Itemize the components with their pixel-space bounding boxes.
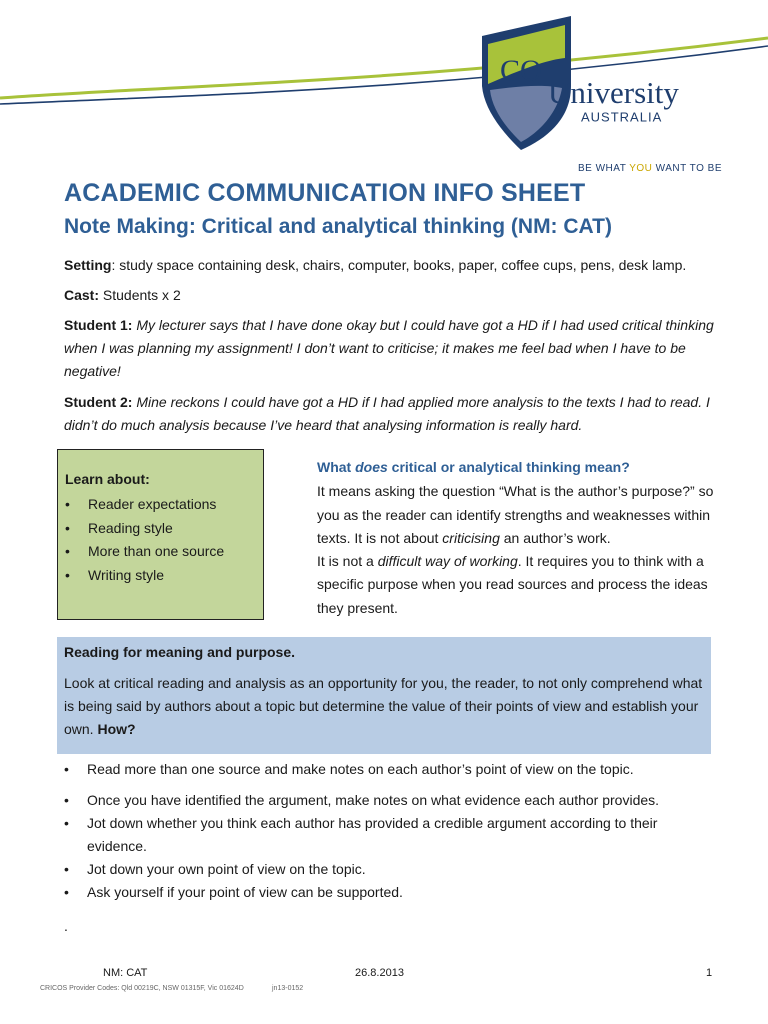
cast-text: Students x 2 xyxy=(99,287,181,303)
step-item: • Read more than one source and make notes on each author’s point of view on the topic. xyxy=(64,758,714,781)
logo-tagline: BE WHAT YOU WANT TO BE xyxy=(578,163,722,174)
footer-cricos: CRICOS Provider Codes: Qld 00219C, NSW 01315F, Vic 01624D xyxy=(40,985,244,992)
learn-about-item: • Reader expectations xyxy=(65,493,224,517)
step-item: • Jot down your own point of view on the topic. xyxy=(64,858,714,881)
setting-label: Setting xyxy=(64,257,112,273)
step-item: • Jot down whether you think each author has provided a credible argument according to their evidence. xyxy=(64,812,714,858)
logo-university: University xyxy=(548,75,679,110)
footer-code: NM: CAT xyxy=(103,967,148,979)
logo-cq: CQ xyxy=(500,54,542,87)
cast-label: Cast: xyxy=(64,287,100,303)
learn-about-list xyxy=(65,493,224,588)
header-logo-graphic xyxy=(0,0,768,180)
reading-purpose-title: Reading for meaning and purpose. xyxy=(64,644,296,660)
step-item: • Once you have identified the argument, make notes on what evidence each author provides. xyxy=(64,789,714,812)
student2-text: Mine reckons I could have got a HD if I had applied more analysis to the texts I had to read. I didn’t do much analysis because I’ve heard that analysing information is really hard. xyxy=(64,394,710,433)
trailing-dot: . xyxy=(64,918,68,934)
how-label: How? xyxy=(97,721,136,737)
student2-label: Student 2: xyxy=(64,394,133,410)
footer-ref: jn13-0152 xyxy=(272,985,304,992)
cast-line xyxy=(64,284,714,307)
logo-australia: AUSTRALIA xyxy=(581,109,663,125)
step-item: • Ask yourself if your point of view can be supported. xyxy=(64,881,714,904)
footer-page-number: 1 xyxy=(706,967,713,979)
learn-about-item: • Reading style xyxy=(65,517,224,541)
learn-about-item: • More than one source xyxy=(65,540,224,564)
learn-about-title: Learn about: xyxy=(65,471,150,487)
learn-about-item: • Writing style xyxy=(65,564,224,588)
student1-label: Student 1: xyxy=(64,317,133,333)
reading-purpose-text: Look at critical reading and analysis as an opportunity for you, the reader, to not only comprehend what is being said by authors about a topic but determine the value of their points of view and establish your own. How? xyxy=(64,675,703,737)
what-means-paragraph-1: It means asking the question “What is the author’s purpose?” so you as the reader can identify strengths and weaknesses within texts. It is not about criticising an author’s work. xyxy=(317,483,714,546)
footer-date: 26.8.2013 xyxy=(355,967,404,979)
setting-text: : study space containing desk, chairs, computer, books, paper, coffee cups, pens, desk lamp. xyxy=(111,257,687,273)
page-subtitle: Note Making: Critical and analytical thinking (NM: CAT) xyxy=(64,215,612,238)
student1-text: My lecturer says that I have done okay but I could have got a HD if I had used critical thinking when I was planning my assignment! I don’t want to criticise; it makes me feel bad when I have to be negative! xyxy=(64,317,714,379)
student1-line xyxy=(64,314,714,383)
learn-about-box xyxy=(57,449,264,620)
steps-list xyxy=(64,758,714,904)
reading-purpose-box xyxy=(57,637,711,754)
what-means-paragraph-2: It is not a difficult way of working. It requires you to think with a specific purpose when you read sources and process the ideas they present. xyxy=(317,553,708,616)
page-title: ACADEMIC COMMUNICATION INFO SHEET xyxy=(64,179,586,207)
what-means-question: What does critical or analytical thinking mean? xyxy=(317,459,630,475)
what-means-section xyxy=(317,456,717,620)
setting-line xyxy=(64,254,714,277)
student2-line xyxy=(64,391,714,437)
